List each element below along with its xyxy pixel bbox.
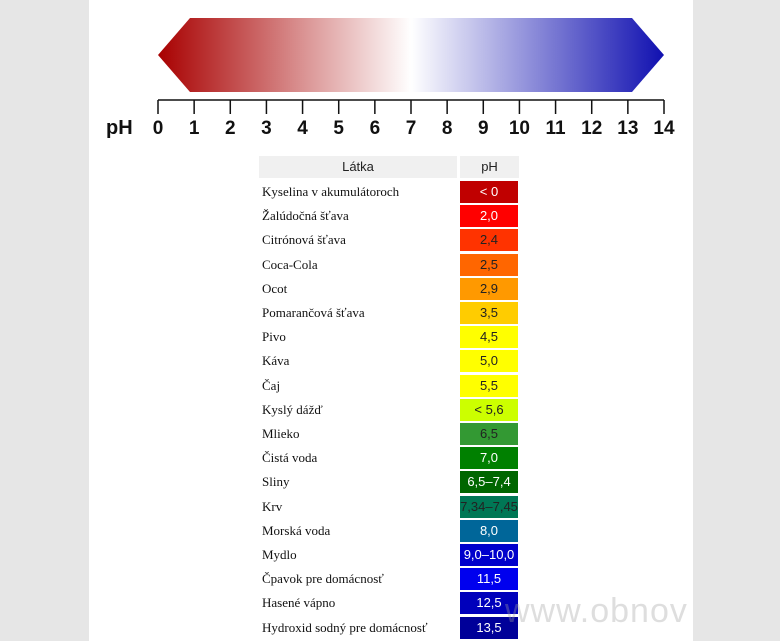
table-row <box>259 567 519 591</box>
scale-tick-label: 5 <box>333 118 345 139</box>
scale-tick-label: 10 <box>508 118 530 139</box>
table-row <box>259 543 519 567</box>
scale-tick-label: 0 <box>152 118 164 139</box>
scale-tick-label: 14 <box>653 118 675 139</box>
table-row <box>259 204 519 228</box>
ph-value-cell: 7,0 <box>460 447 518 469</box>
substance-name: Kyselina v akumulátoroch <box>262 184 400 199</box>
watermark: www.obnov <box>505 592 688 630</box>
substance-name: Čpavok pre domácnosť <box>262 571 384 587</box>
header-substance: Látka <box>259 156 457 178</box>
substance-name: Čaj <box>262 377 281 393</box>
ph-value-cell: 6,5–7,4 <box>460 471 518 493</box>
ph-value-cell: < 0 <box>460 181 518 203</box>
substance-name: Pivo <box>262 329 286 345</box>
scale-tick-label: 9 <box>477 118 489 139</box>
ph-value-cell: 5,0 <box>460 350 518 372</box>
substance-name: Sliny <box>262 474 290 490</box>
ph-value-cell: < 5,6 <box>460 399 518 421</box>
ph-value-cell: 2,5 <box>460 254 518 276</box>
table-row <box>259 349 519 373</box>
scale-ticks <box>153 100 675 139</box>
scale-tick-label: 8 <box>441 118 453 139</box>
ph-value-cell: 8,0 <box>460 520 518 542</box>
substance-name: Coca-Cola <box>262 256 318 272</box>
table-row <box>259 277 519 301</box>
substance-name: Kyslý dážď <box>262 401 323 417</box>
table-row <box>259 446 519 470</box>
scale-tick-label: 13 <box>617 118 639 139</box>
substance-name: Žalúdočná šťava <box>262 208 349 224</box>
table-row <box>259 180 519 204</box>
scale-tick-label: 6 <box>369 118 381 139</box>
ph-value-cell: 2,9 <box>460 278 518 300</box>
ph-value-cell: 5,5 <box>460 375 518 397</box>
ph-value-cell: 13,5 <box>460 617 518 639</box>
table-row <box>259 422 519 446</box>
table-row <box>259 616 519 640</box>
table-row <box>259 228 519 252</box>
scale-tick-label: 7 <box>405 118 417 139</box>
ph-value-cell: 9,0–10,0 <box>460 544 518 566</box>
substance-name: Mlieko <box>262 426 300 441</box>
table-row <box>259 519 519 543</box>
ph-value-cell: 6,5 <box>460 423 518 445</box>
ph-value-cell: 3,5 <box>460 302 518 324</box>
table-row <box>259 398 519 422</box>
table-row <box>259 325 519 349</box>
table-row <box>259 470 519 494</box>
header-ph: pH <box>460 156 519 178</box>
substance-name: Ocot <box>262 280 288 296</box>
scale-tick-label: 4 <box>297 118 308 139</box>
table-row <box>259 591 519 615</box>
scale-tick-label: 12 <box>581 118 603 139</box>
ph-value-cell: 2,0 <box>460 205 518 227</box>
substance-name: Káva <box>262 353 290 369</box>
ph-value-cell: 2,4 <box>460 229 518 251</box>
scale-unit-label: pH <box>106 117 133 139</box>
ph-value-cell: 4,5 <box>460 326 518 348</box>
substance-name: Morská voda <box>262 522 331 538</box>
substance-name: Pomarančová šťava <box>262 305 365 320</box>
scale-tick-label: 3 <box>261 118 272 139</box>
table-row <box>259 374 519 398</box>
scale-tick-label: 1 <box>188 118 200 139</box>
ph-value-cell: 12,5 <box>460 592 518 614</box>
ph-value-cell: 11,5 <box>460 568 518 590</box>
table-row <box>259 301 519 325</box>
ph-value-cell: 7,34–7,45 <box>460 496 518 518</box>
scale-tick-label: 11 <box>545 118 566 139</box>
substance-name: Čistá voda <box>262 450 318 466</box>
substance-name: Citrónová šťava <box>262 232 346 248</box>
substance-name: Hydroxid sodný pre domácnosť <box>262 619 428 635</box>
ph-scale <box>0 0 780 150</box>
ph-gradient-arrow <box>158 18 664 92</box>
substance-name: Hasené vápno <box>262 595 336 611</box>
substance-name: Krv <box>262 498 283 514</box>
scale-tick-label: 2 <box>224 118 236 139</box>
table-row <box>259 495 519 519</box>
table-row <box>259 253 519 277</box>
substance-name: Mydlo <box>262 547 297 562</box>
